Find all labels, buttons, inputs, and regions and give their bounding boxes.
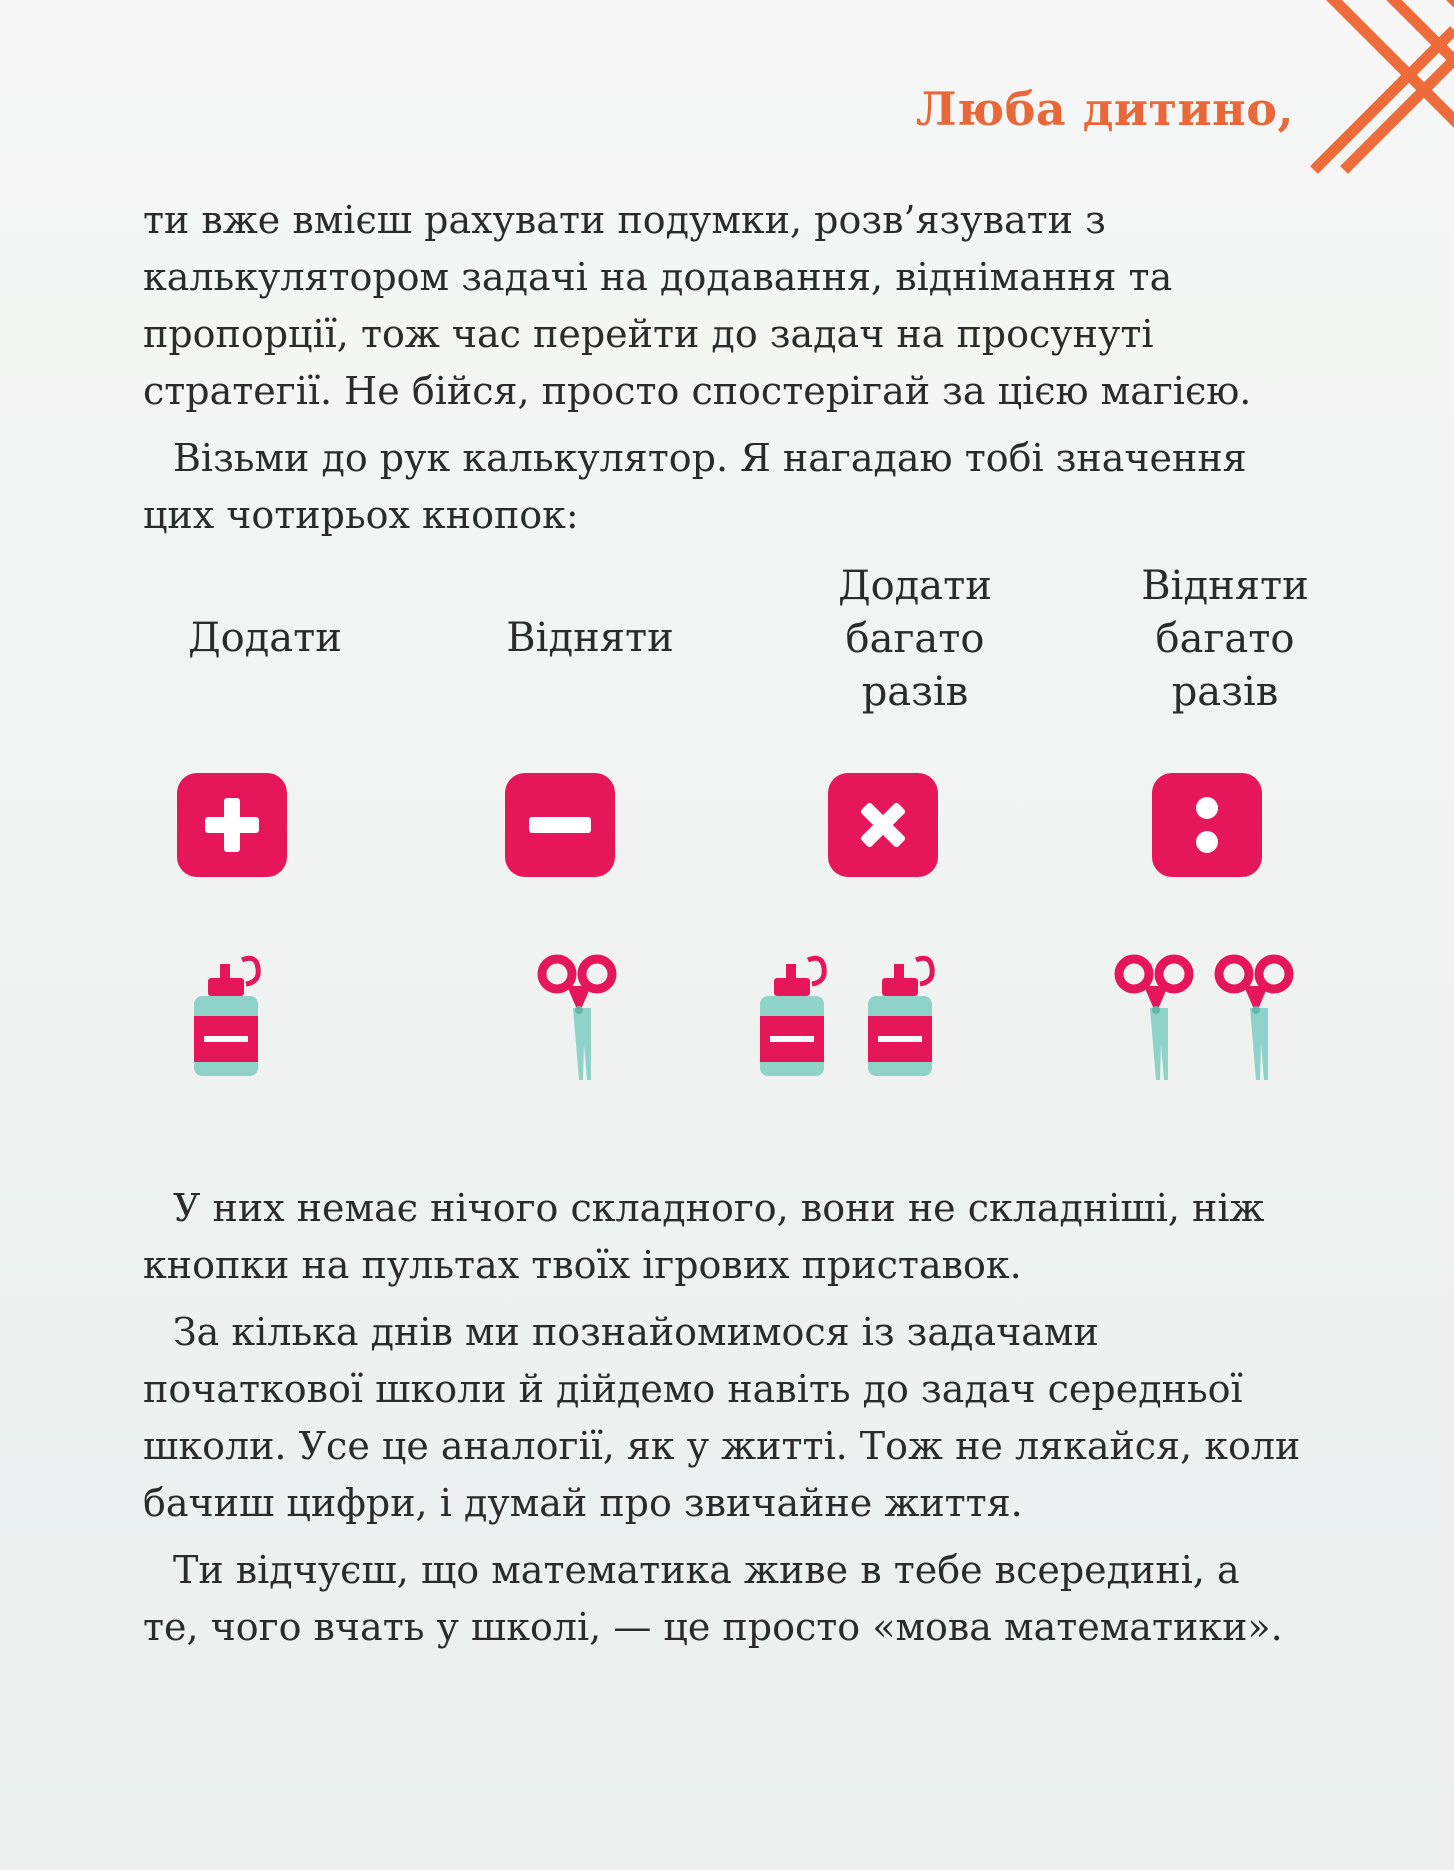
operation-label-line: багато <box>845 616 985 662</box>
intro-paragraph-2: Візьми до рук калькулятор. Я нагадаю тобі значення цих чотирьох кнопок: <box>143 436 1247 537</box>
greeting-heading: Люба дитино, <box>915 82 1294 136</box>
minus-icon <box>505 773 615 877</box>
operation-label-line: багато <box>1155 616 1295 662</box>
operation-label-line: Відняти <box>506 615 674 661</box>
divide-icon <box>1152 773 1262 877</box>
intro-text <box>143 192 1303 544</box>
operation-label <box>100 612 430 665</box>
closing-paragraph-2: За кілька днів ми познайомимося із задачами початкової школи й дійдемо навіть до задач середньої школи. Усе це аналогії, як у житті. Тож не лякайся, коли бачиш цифри, і думай про звичайне життя. <box>143 1310 1301 1525</box>
operation-label <box>1060 560 1390 719</box>
operation-label <box>750 560 1080 719</box>
closing-paragraph-3: Ти відчуєш, що математика живе в тебе всередині, а те, чого вчать у школі, — це просто «мова математики». <box>143 1548 1283 1649</box>
closing-paragraph-1: У них немає нічого складного, вони не складніші, ніж кнопки на пультах твоїх ігрових приставок. <box>143 1186 1265 1287</box>
multiply-icon <box>828 773 938 877</box>
closing-text <box>143 1180 1303 1656</box>
glue-bottles-icon <box>750 950 950 1090</box>
glue-bottle-icon <box>184 950 284 1090</box>
operations-grid <box>100 560 1380 1120</box>
operation-label-line: разів <box>861 669 969 715</box>
operation-label-line: Відняти <box>1141 563 1309 609</box>
operation-label-line: разів <box>1171 669 1279 715</box>
operation-multiply <box>750 560 1080 1120</box>
intro-paragraph-1: ти вже вмієш рахувати подумки, розв’язувати з калькулятором задачі на додавання, віднімання та пропорції, тож час перейти до задач на просунуті стратегії. Не бійся, просто спостерігай за цією магією. <box>143 198 1252 413</box>
operation-label <box>425 612 755 665</box>
operation-add <box>100 560 430 1120</box>
operation-divide <box>1060 560 1390 1120</box>
plus-icon <box>177 773 287 877</box>
operation-label-line: Додати <box>838 563 992 609</box>
scissors-icon <box>535 950 625 1090</box>
operation-subtract <box>425 560 755 1120</box>
operation-label-line: Додати <box>188 615 342 661</box>
two-scissors-icon <box>1112 950 1312 1090</box>
